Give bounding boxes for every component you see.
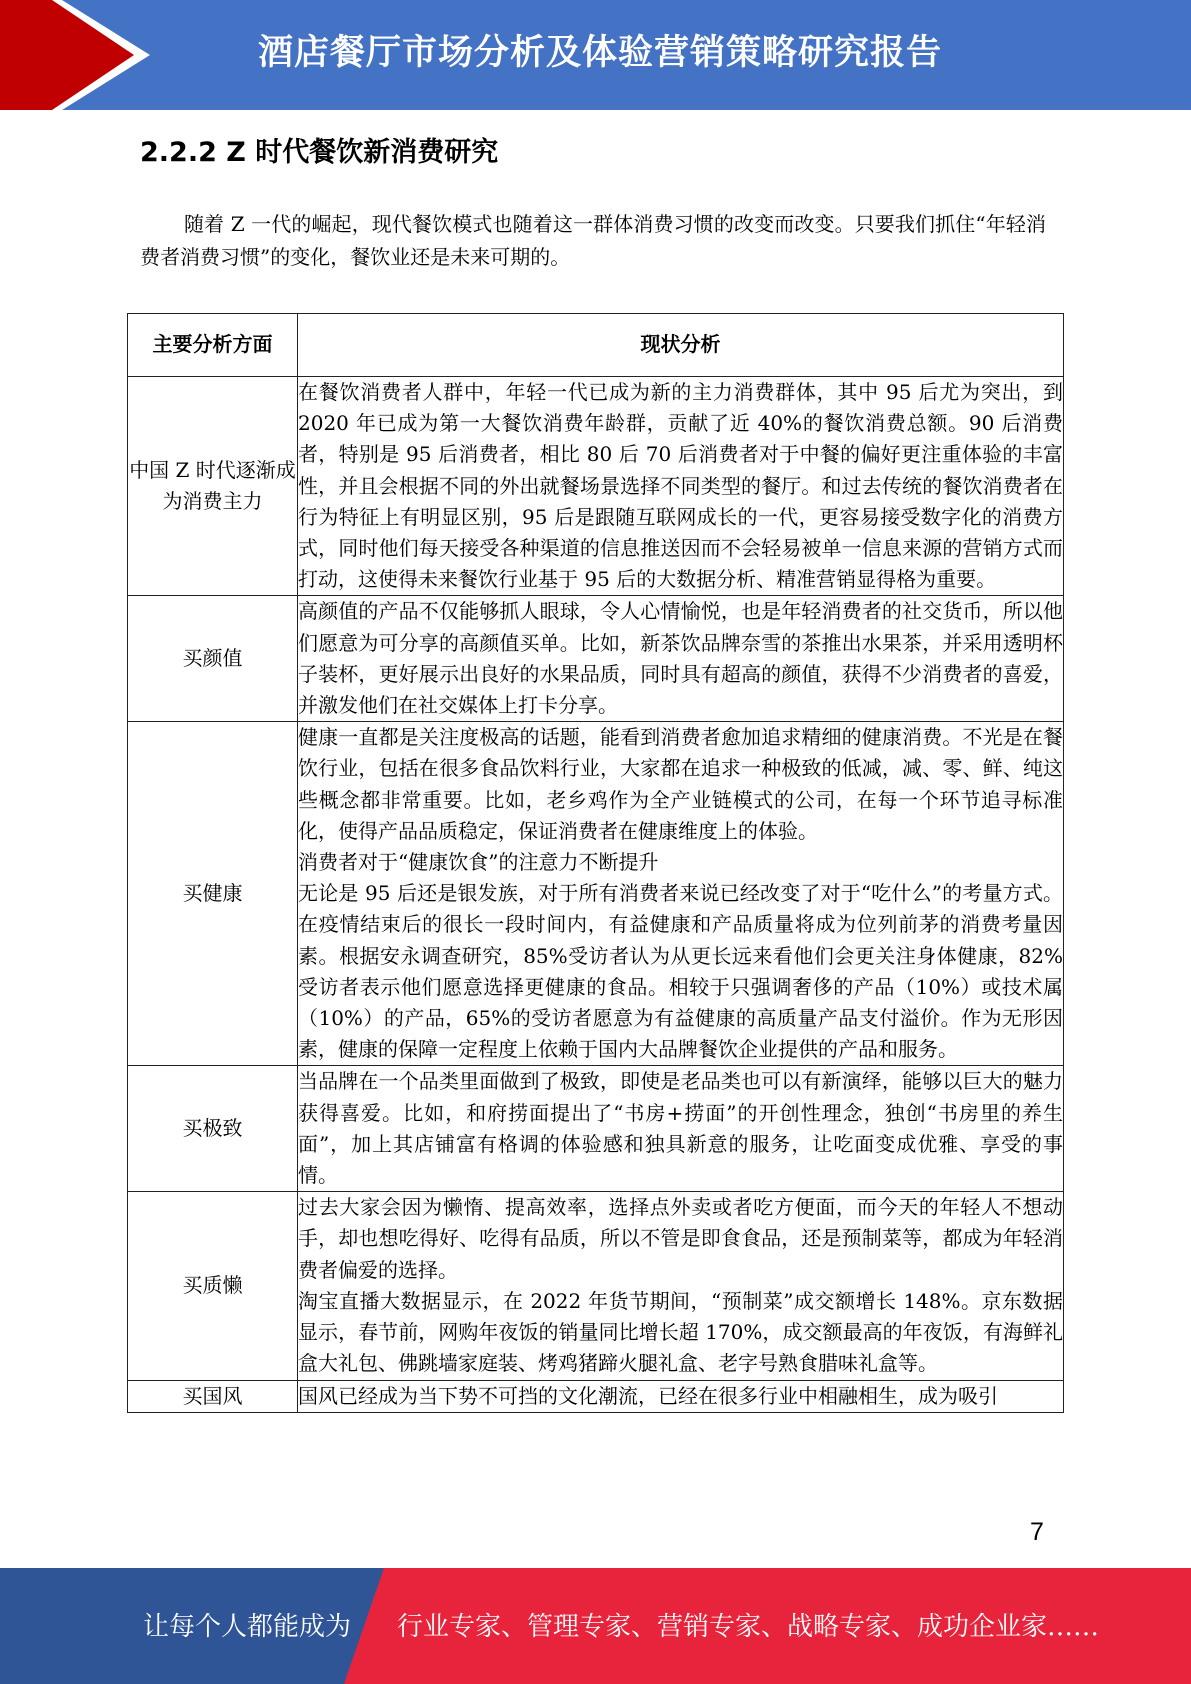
analysis-paragraph: 无论是 95 后还是银发族，对于所有消费者来说已经改变了对于“吃什么”的考量方式。在疫情结束后的很长一段时间内，有益健康和产品质量将成为位列前茅的消费考量因素。根据安永调查研究，85%受访者认为从更长远来看他们会更关注身体健康，82%受访者表示他们愿意选择更健康的食品。相较于只强调奢侈的产品（10%）或技术属（10%）的产品，65%的受访者愿意为有益健康的高质量产品支付溢价。作为无形因素，健康的保障一定程度上依赖于国内大品牌餐饮企业提供的产品和服务。 [298,881,1063,1062]
analysis-paragraph: 高颜值的产品不仅能够抓人眼球，令人心情愉悦，也是年轻消费者的社交货币，所以他们愿意为可分享的高颜值买单。比如，新茶饮品牌奈雪的茶推出水果茶，并采用透明杯子装杯，更好展示出良好的水果品质，同时具有超高的颜值，获得不少消费者的喜爱，并激发他们在社交媒体上打卡分享。 [298,599,1063,718]
table-row [128,1066,1064,1192]
analysis-paragraph: 健康一直都是关注度极高的话题，能看到消费者愈加追求精细的健康消费。不光是在餐饮行业，包括在很多食品饮料行业，大家都在追求一种极致的低减，减、零、鲜、纯这些概念都非常重要。比如，老乡鸡作为全产业链模式的公司，在每一个环节追寻标准化，使得产品品质稳定，保证消费者在健康维度上的体验。 [298,725,1063,843]
analysis-paragraph: 消费者对于“健康饮食”的注意力不断提升 [298,850,659,875]
analysis-cell [298,722,1064,1066]
footer-slogan-left: 让每个人都能成为 [143,1612,352,1642]
analysis-cell [298,1192,1064,1380]
aspect-cell: 买极致 [128,1066,298,1192]
aspect-cell: 买国风 [128,1380,298,1412]
header-banner [0,0,1191,110]
header-aspect: 主要分析方面 [128,314,298,377]
table-row [128,1192,1064,1380]
analysis-paragraph: 当品牌在一个品类里面做到了极致，即使是老品类也可以有新演绎，能够以巨大的魅力获得喜爱。比如，和府捞面提出了“书房+捞面”的开创性理念，独创“书房里的养生面”，加上其店铺富有格调的体验感和独具新意的服务，让吃面变成优雅、享受的事情。 [298,1069,1063,1188]
aspect-cell: 买健康 [128,722,298,1066]
table-row [128,596,1064,722]
analysis-paragraph: 过去大家会因为懒惰、提高效率，选择点外卖或者吃方便面，而今天的年轻人不想动手，却也想吃得好、吃得有品质，所以不管是即食食品，还是预制菜等，都成为年轻消费者偏爱的选择。 [298,1195,1063,1282]
intro-paragraph: 随着 Z 一代的崛起，现代餐饮模式也随着这一群体消费习惯的改变而改变。只要我们抓住“年轻消费者消费习惯”的变化，餐饮业还是未来可期的。 [140,212,1046,269]
analysis-cell [298,1066,1064,1192]
analysis-cell [298,1380,1064,1412]
report-title: 酒店餐厅市场分析及体验营销策略研究报告 [258,33,943,73]
header-arrow-icon [0,0,150,110]
table-row [128,722,1064,1066]
analysis-paragraph: 淘宝直播大数据显示，在 2022 年货节期间，“预制菜”成交额增长 148%。京东数据显示，春节前，网购年夜饭的销量同比增长超 170%，成交额最高的年夜饭，有海鲜礼盒大礼包、佛跳墙家庭装、烤鸡猪蹄火腿礼盒、老字号熟食腊味礼盒等。 [298,1288,1063,1376]
analysis-paragraph: 国风已经成为当下势不可挡的文化潮流，已经在很多行业中相融相生，成为吸引 [298,1383,998,1408]
header-analysis: 现状分析 [298,314,1064,377]
footer-banner [0,1568,1191,1684]
section-heading: 2.2.2 Z 时代餐饮新消费研究 [140,137,499,168]
page-number: 7 [1030,1518,1044,1546]
analysis-table [127,313,1064,1413]
analysis-paragraph: 在餐饮消费者人群中，年轻一代已成为新的主力消费群体，其中 95 后尤为突出，到 2020 年已成为第一大餐饮消费年龄群，贡献了近 40%的餐饮消费总额。90 后消费者，特别是 95 后消费者，相比 80 后 70 后消费者对于中餐的偏好更注重体验的丰富性，并且会根据不同的外出就餐场景选择不同类型的餐厅。和过去传统的餐饮消费者在行为特征上有明显区别，95 后是跟随互联网成长的一代，更容易接受数字化的消费方式，同时他们每天接受各种渠道的信息推送因而不会轻易被单一信息来源的营销方式而打动，这使得未来餐饮行业基于 95 后的大数据分析、精准营销显得格为重要。 [298,380,1063,592]
aspect-cell: 中国 Z 时代逐渐成为消费主力 [128,377,298,596]
aspect-cell: 买颜值 [128,596,298,722]
aspect-cell: 买质懒 [128,1192,298,1380]
analysis-cell [298,596,1064,722]
analysis-cell [298,377,1064,596]
footer-slogan-right: 行业专家、管理专家、营销专家、战略专家、成功企业家…… [397,1612,1100,1642]
table-row [128,377,1064,596]
table-row [128,1380,1064,1412]
table-header-row [128,314,1064,377]
